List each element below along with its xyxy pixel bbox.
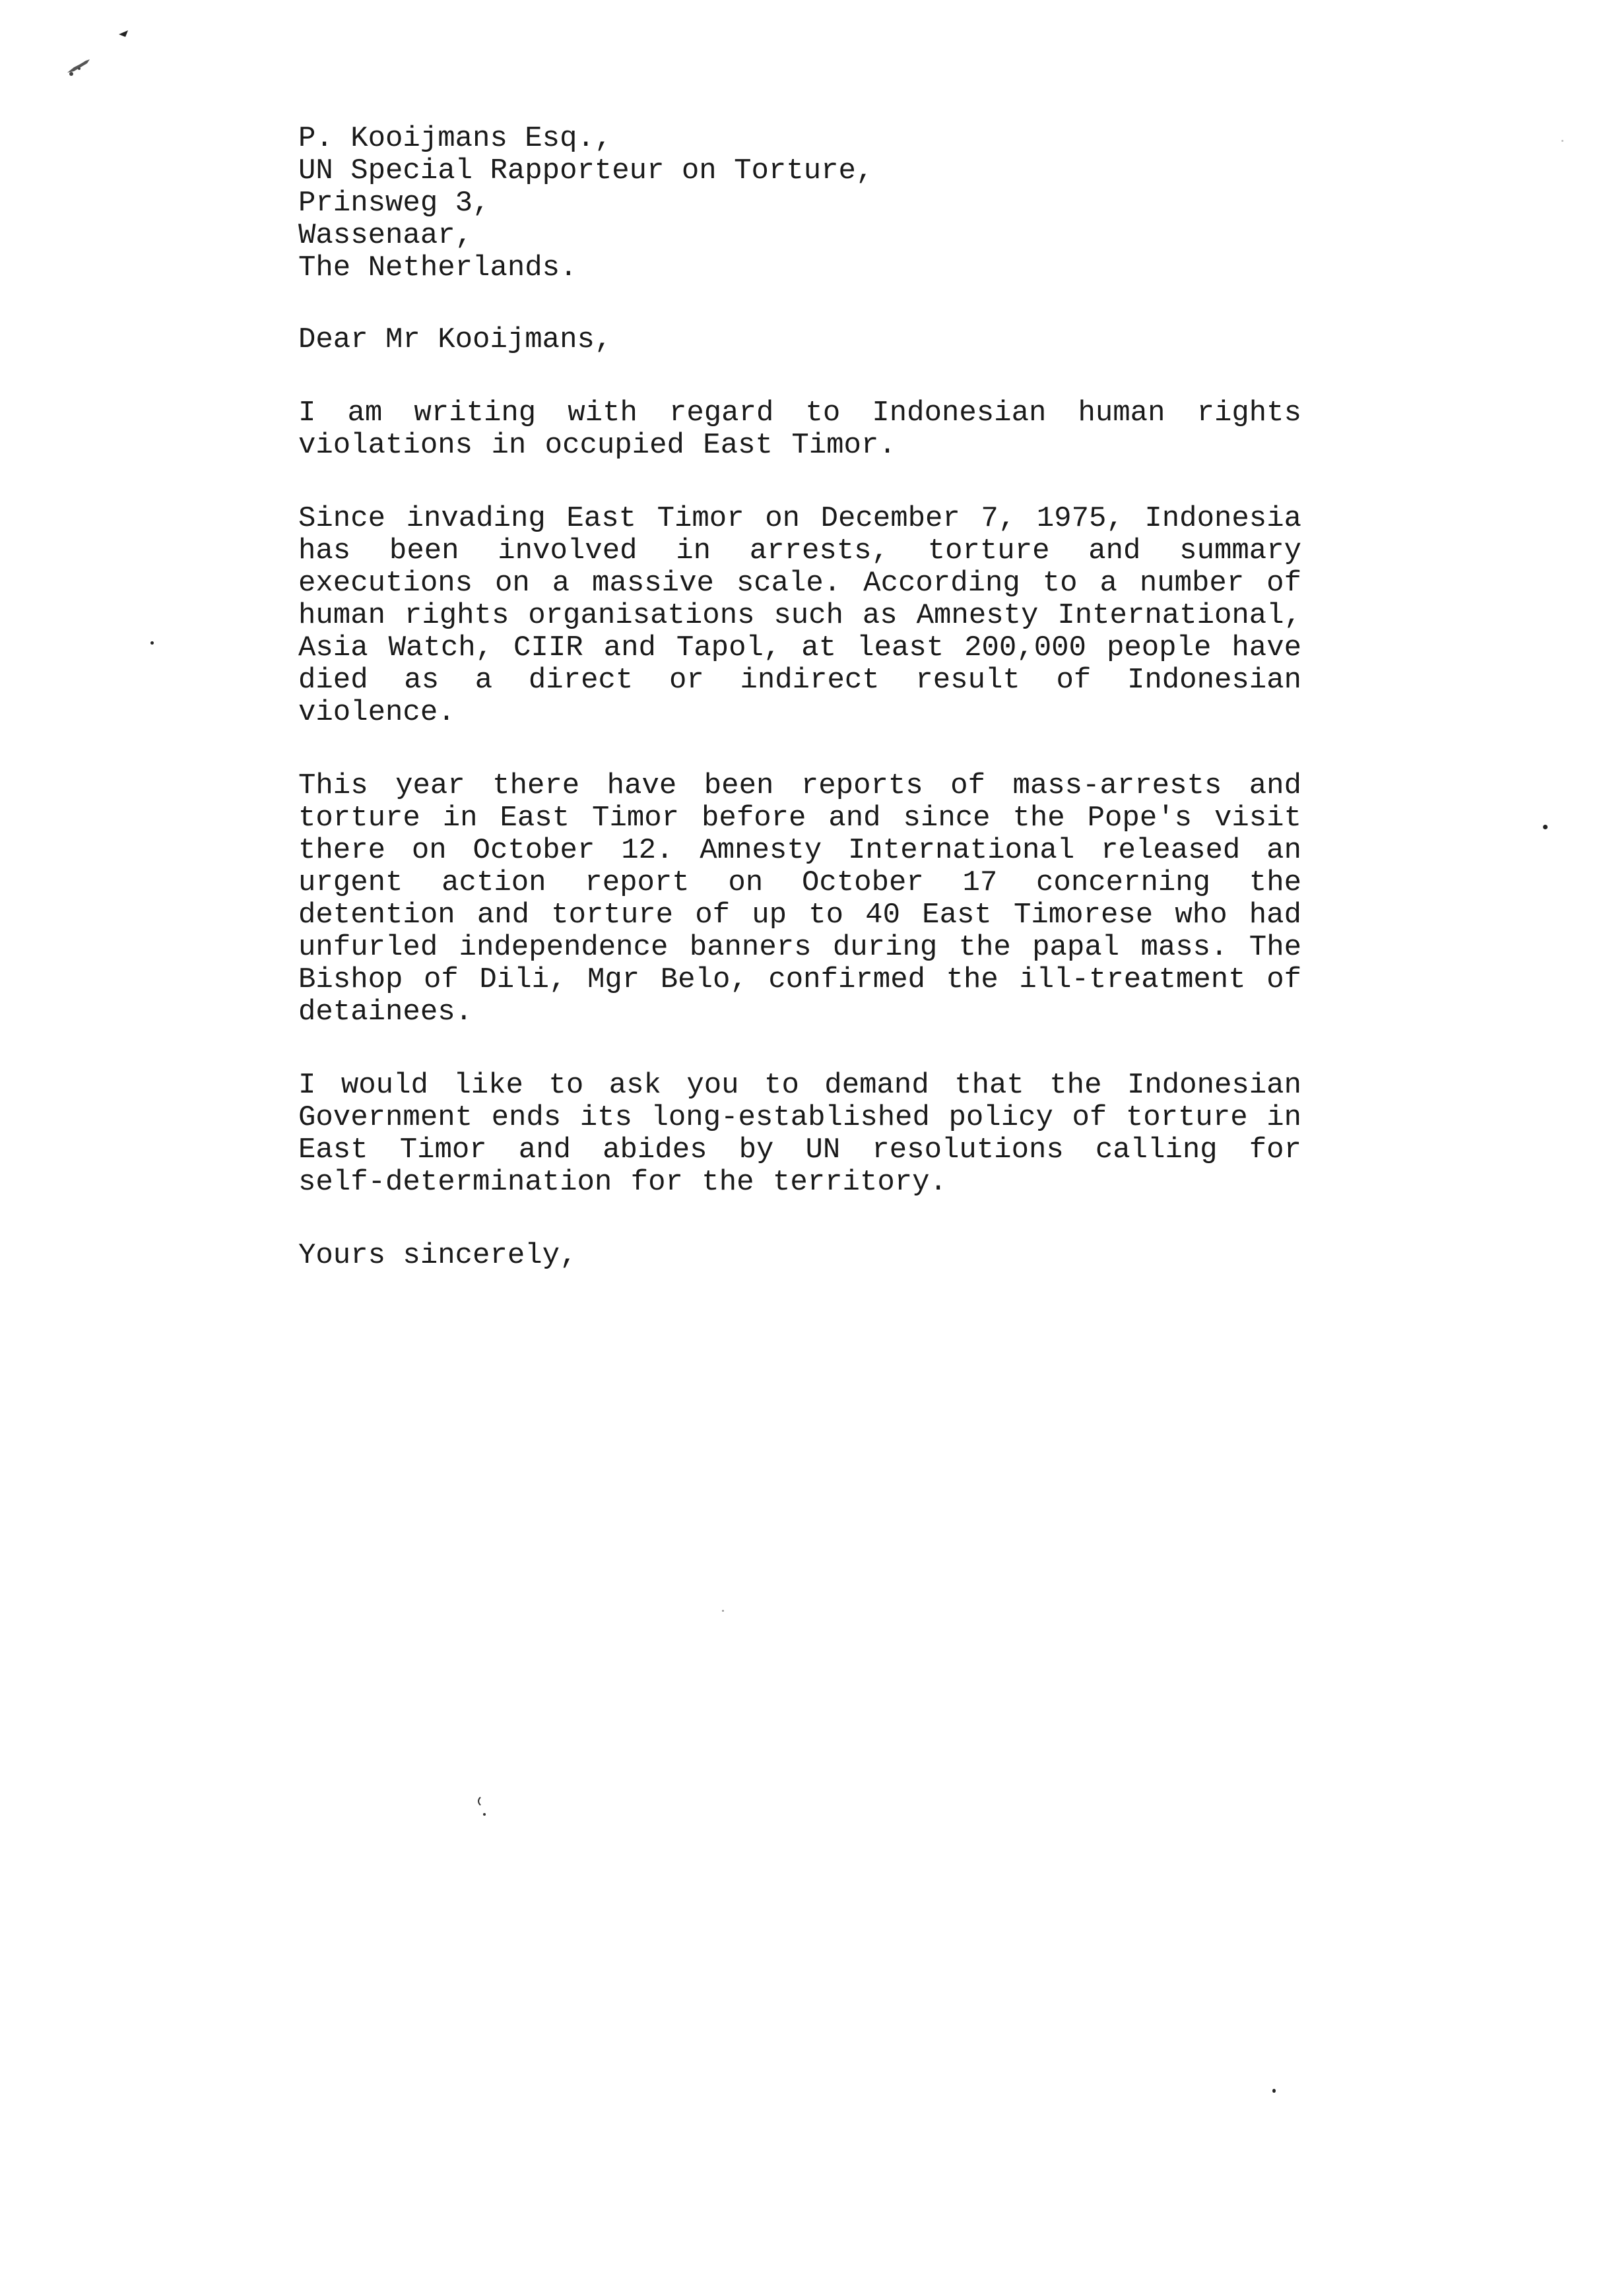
scan-speck	[722, 1610, 724, 1612]
scan-speck	[1561, 140, 1563, 142]
scan-smudge-icon	[59, 26, 139, 86]
scan-speck	[1272, 2089, 1276, 2093]
paragraph-request: I would like to ask you to demand that the Indonesian Government ends its long-established policy of torture in East Timor and abides by UN resolutions calling for self-determination for the territory.	[298, 1069, 1301, 1199]
recipient-address	[298, 123, 1301, 284]
paragraph-background: Since invading East Timor on December 7, 1975, Indonesia has been involved in arrests, torture and summary executions on a massive scale. According to a number of human rights organisations such as Amnesty International, Asia Watch, CIIR and Tapol, at least 200,000 people have died as a direct or indirect result of Indonesian violence.	[298, 502, 1301, 729]
letter-body	[298, 123, 1301, 1272]
scan-speck	[1543, 825, 1548, 829]
address-line: Prinsweg 3,	[298, 187, 490, 220]
scan-speck	[150, 641, 154, 645]
paragraph-recent-events: This year there have been reports of mass-arrests and torture in East Timor before and since the Pope's visit there on October 12. Amnesty International released an urgent action report on October 17 concerning the detention and torture of up to 40 East Timorese who had unfurled independence banners during the papal mass. The Bishop of Dili, Mgr Belo, confirmed the ill-treatment of detainees.	[298, 769, 1301, 1029]
scan-mark-icon	[474, 1795, 494, 1821]
salutation: Dear Mr Kooijmans,	[298, 323, 612, 356]
address-line: P. Kooijmans Esq.,	[298, 122, 612, 155]
address-line: UN Special Rapporteur on Torture,	[298, 154, 874, 187]
address-line: The Netherlands.	[298, 251, 577, 284]
paragraph-intro: I am writing with regard to Indonesian human rights violations in occupied East Timor.	[298, 397, 1301, 462]
closing: Yours sincerely,	[298, 1239, 577, 1272]
address-line: Wassenaar,	[298, 219, 473, 252]
